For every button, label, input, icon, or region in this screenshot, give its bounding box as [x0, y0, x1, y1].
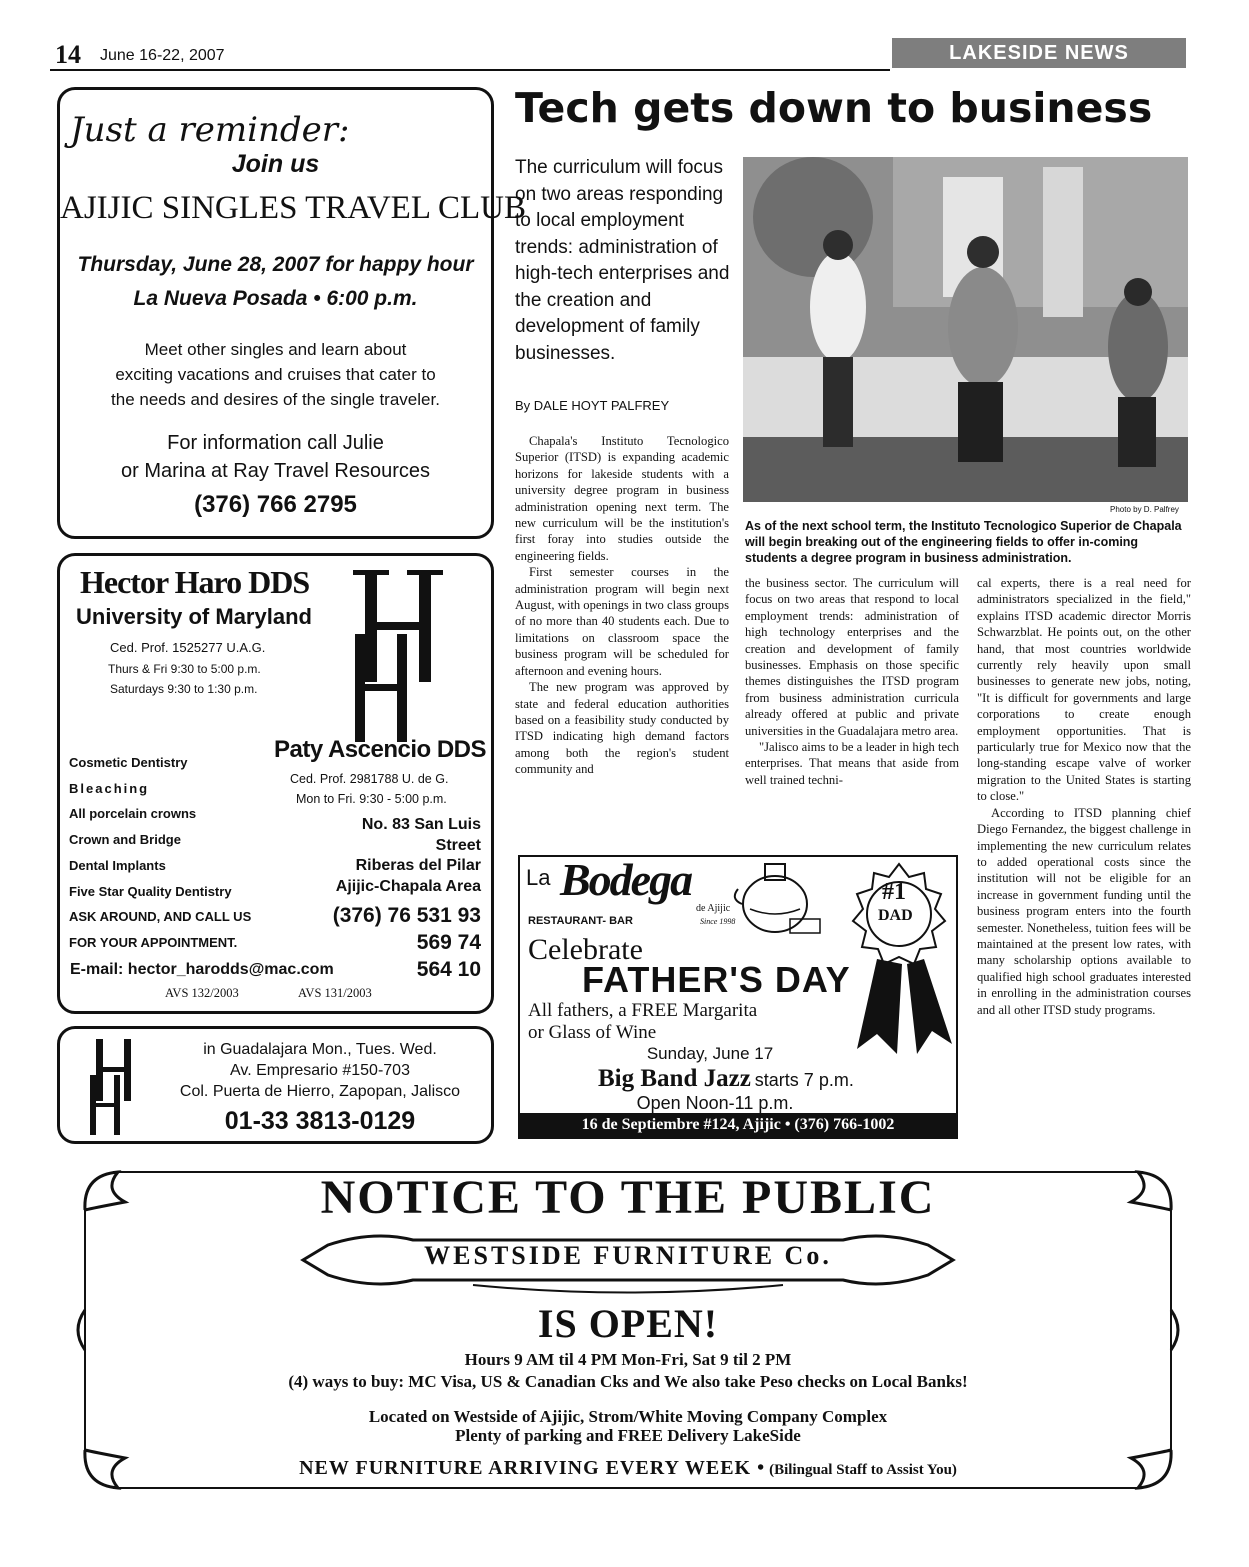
- club-name: AJIJIC SINGLES TRAVEL CLUB: [60, 190, 527, 226]
- event-date: Thursday, June 28, 2007 for happy hour: [77, 253, 474, 276]
- header-rule: [50, 69, 890, 71]
- hh-logo-small: [84, 1035, 144, 1139]
- phone-number-alt: 569 74: [416, 931, 481, 954]
- bodega-since: Since 1998: [700, 917, 736, 926]
- open-hours: Open Noon-11 p.m.: [636, 1093, 794, 1113]
- jazz-title: Big Band Jazz: [598, 1065, 751, 1092]
- address-line: Ajijic-Chapala Area: [335, 877, 481, 895]
- dentist-name: Hector Haro DDS: [80, 564, 310, 600]
- phone-number-alt: 564 10: [416, 958, 481, 981]
- article-photo: [743, 157, 1188, 502]
- avs-code: AVS 132/2003: [165, 986, 239, 1000]
- hours-2: Mon to Fri. 9:30 - 5:00 p.m.: [296, 792, 447, 806]
- service-item: FOR YOUR APPOINTMENT.: [69, 934, 238, 950]
- ad-singles-travel-club: [57, 87, 527, 539]
- photo-caption: As of the next school term, the Instituto Tecnologico Superior de Chapala will begin breaking out of the engineering fields to offer in-coming students a degree program in business administration.: [745, 519, 1182, 565]
- article-paragraph: the business sector. The curriculum will focus on two areas that respond to local employment trends: administration of high technology enterprises and the creation and development of family businesses. Emphasis on those specific themes distinguishes the ITSD program from business administration curricula already offered at public and private universities in the Guadalajara metro area.: [745, 576, 959, 738]
- store-hours: Hours 9 AM til 4 PM Mon-Fri, Sat 9 til 2 PM: [464, 1350, 792, 1369]
- phone-number: (376) 766 2795: [194, 491, 357, 518]
- desc-line: Meet other singles and learn about: [144, 340, 407, 359]
- article-headline: Tech gets down to business: [515, 84, 1153, 132]
- service-item: Bleaching: [69, 780, 150, 796]
- service-item: Crown and Bridge: [69, 832, 181, 848]
- offer-line: or Glass of Wine: [528, 1022, 657, 1043]
- event-place: La Nueva Posada • 6:00 p.m.: [133, 287, 418, 310]
- ad-guadalajara-office: [57, 1026, 494, 1144]
- celebrate: Celebrate: [528, 933, 643, 966]
- ad-la-bodega: [518, 855, 958, 1139]
- bodega-subtitle: RESTAURANT- BAR: [528, 915, 633, 927]
- jazz-line: [598, 1065, 854, 1093]
- is-open: IS OPEN!: [537, 1301, 719, 1346]
- location-line: Plenty of parking and FREE Delivery LakeSide: [455, 1426, 801, 1445]
- article-paragraph: First semester courses in the administration program will begin next August, with openings in two class groups of no more than 40 students each. Due to limitations on classroom space the business program will be scheduled for afternoon and evening hours.: [515, 565, 729, 678]
- bodega-la: La: [526, 865, 551, 890]
- phone-number: (376) 76 531 93: [332, 904, 481, 927]
- jazz-time: starts 7 p.m.: [754, 1070, 854, 1090]
- desc-line: the needs and desires of the single traveler.: [111, 390, 440, 409]
- service-item: ASK AROUND, AND CALL US: [69, 909, 252, 925]
- payment-options: (4) ways to buy: MC Visa, US & Canadian Cks and We also take Peso checks on Local Banks!: [288, 1372, 968, 1391]
- location-line: Located on Westside of Ajijic, Strom/White Moving Company Complex: [368, 1407, 888, 1426]
- article-paragraph: Chapala's Instituto Tecnologico Superior (ITSD) is expanding academic horizons for lakeside students with a university degree program in business administration opening next term. The new curriculum will be the institution's first foray into studies outside the engineering fields.: [515, 434, 729, 563]
- photo-students-illustration: [743, 157, 1188, 502]
- bodega-logo: Bodega: [560, 854, 692, 905]
- desc-line: exciting vacations and cruises that cater to: [115, 365, 436, 384]
- photo-credit: Photo by D. Palfrey: [1110, 505, 1179, 514]
- section-banner: LAKESIDE NEWS: [892, 38, 1186, 68]
- office-address: [155, 1039, 485, 1102]
- service-item: Five Star Quality Dentistry: [69, 883, 232, 899]
- page-number: 14: [55, 40, 81, 69]
- hh-logo: [345, 564, 465, 744]
- info-line: or Marina at Ray Travel Resources: [120, 460, 430, 482]
- page-date: June 16-22, 2007: [100, 47, 225, 64]
- bodega-address-bar: 16 de Septiembre #124, Ajijic • (376) 766-1002: [520, 1113, 956, 1137]
- services-list: [69, 750, 251, 956]
- bilingual-staff: (Bilingual Staff to Assist You): [769, 1462, 957, 1478]
- article-byline: By DALE HOYT PALFREY: [515, 398, 670, 413]
- ad-dentists: [57, 553, 494, 1014]
- office-line: Col. Puerta de Hierro, Zapopan, Jalisco: [179, 1083, 461, 1100]
- address-line: Riberas del Pilar: [355, 857, 481, 874]
- article-column-3: [977, 575, 1191, 1135]
- article-paragraph: "Jalisco aims to be a leader in high tech enterprises. That means that aside from well trained techni-: [745, 740, 959, 787]
- office-phone: 01-33 3813-0129: [224, 1107, 416, 1135]
- article-paragraph: The new program was approved by state and federal education authorities based on a feasibility study conducted by ITSD indicating high demand factors among both the region's student community and: [515, 680, 729, 777]
- service-item: All porcelain crowns: [69, 806, 197, 822]
- new-furniture-line: [73, 1457, 1183, 1480]
- university: University of Maryland: [76, 604, 312, 629]
- badge-dad: DAD: [878, 907, 913, 924]
- address-line: No. 83 San Luis: [361, 816, 481, 833]
- jug-icon: [730, 859, 825, 939]
- email: E-mail: hector_harodds@mac.com: [70, 961, 334, 978]
- bodega-de-ajijic: de Ajijic: [696, 903, 731, 914]
- license-2: Ced. Prof. 2981788 U. de G.: [290, 772, 449, 786]
- article-column-2: [745, 575, 959, 845]
- address-block: [336, 815, 481, 897]
- hours: Saturdays 9:30 to 1:30 p.m.: [110, 682, 258, 696]
- ad-westside-furniture: [73, 1160, 1183, 1500]
- badge-number: #1: [882, 879, 906, 905]
- join-us: Join us: [231, 150, 320, 178]
- offer-line: All fathers, a FREE Margarita: [528, 1000, 758, 1021]
- company-name: WESTSIDE FURNITURE Co.: [424, 1241, 832, 1270]
- article-paragraph: cal experts, there is a real need for administrators specialized in the field," explains ITSD academic director Morris Schwarzblat. He points out, on the other hand, that most countries worldwide currently rely heavily upon small businesses to generate new jobs, noting, "It is difficult for governments and large corporations to create enough employment opportunities. That is particularly true for Mexico now that the long-standing escape valve of worker migration to the United States is starting to close.": [977, 576, 1191, 804]
- license: Ced. Prof. 1525277 U.A.G.: [110, 640, 266, 655]
- notice-title: NOTICE TO THE PUBLIC: [320, 1171, 936, 1224]
- fathers-day: FATHER'S DAY: [582, 959, 851, 1000]
- article-deck: The curriculum will focus on two areas responding to local employment trends: administration of high-tech enterprises and the creation and development of family businesses.: [515, 157, 730, 364]
- article-paragraph: According to ITSD planning chief Diego Fernandez, the biggest challenge in implementing the new curriculum relates to added operational costs since the institution will not be eligible for an increase in government funding until the business program enters into the fourth semester. Nonetheless, tuition fees will be maintained at the present low rates, with many scholarship options available to qualified high school graduates interested in enrolling in the administration courses and all other ITSD study programs.: [977, 805, 1191, 1017]
- office-line: Av. Empresario #150-703: [230, 1062, 410, 1079]
- dentist-name-2: Paty Ascencio DDS: [274, 736, 487, 763]
- service-item: Dental Implants: [69, 857, 166, 873]
- service-item: Cosmetic Dentistry: [69, 755, 188, 770]
- event-date: Sunday, June 17: [646, 1044, 774, 1063]
- reminder-script: Just a reminder:: [70, 110, 350, 150]
- info-line: For information call Julie: [167, 432, 384, 454]
- article-column-1: [515, 433, 729, 846]
- hours: Thurs & Fri 9:30 to 5:00 p.m.: [108, 662, 261, 676]
- office-line: in Guadalajara Mon., Tues. Wed.: [203, 1041, 437, 1058]
- new-furniture: NEW FURNITURE ARRIVING EVERY WEEK •: [299, 1457, 766, 1479]
- avs-code: AVS 131/2003: [298, 986, 372, 1000]
- address-line: Street: [435, 836, 481, 854]
